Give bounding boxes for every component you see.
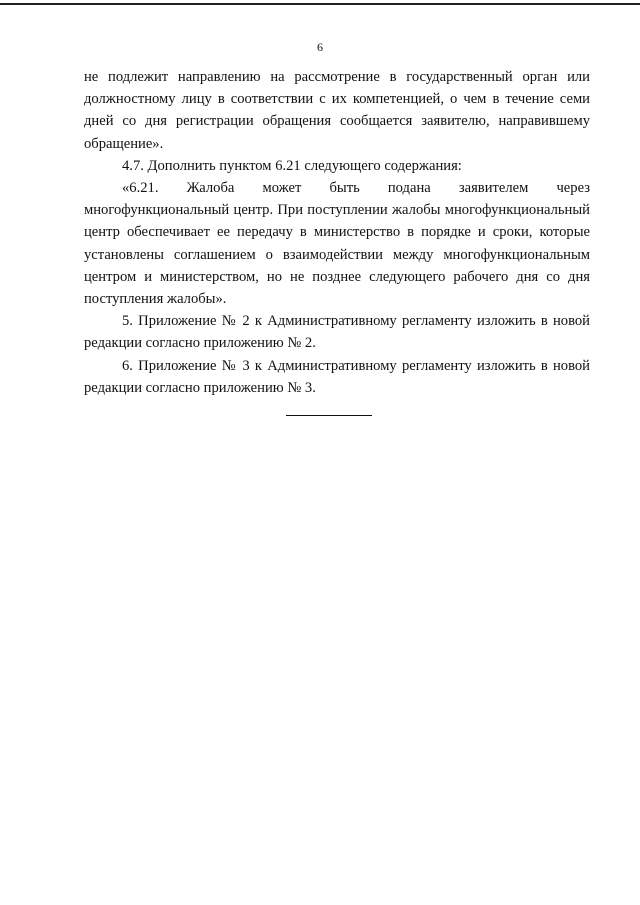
scan-top-edge-line xyxy=(0,3,640,5)
paragraph-item-4-7: 4.7. Дополнить пунктом 6.21 следующего содержания: xyxy=(122,157,462,174)
document-body xyxy=(84,66,590,399)
paragraph-item-6-21: «6.21. Жалоба может быть подана заявителем через многофункциональный центр. При поступлении жалобы многофункциональный центр обеспечивает ее передачу в министерство в порядке и сроки, которые установлены соглашением о взаимодействии между многофункциональным центром и министерством, но не позднее следующего рабочего дня со дня поступления жалобы». xyxy=(84,180,590,308)
end-of-text-divider xyxy=(286,415,372,416)
paragraph-item-5: 5. Приложение № 2 к Административному регламенту изложить в новой редакции согласно приложению № 2. xyxy=(84,313,590,352)
page-number: 6 xyxy=(317,40,323,54)
paragraph-continuation: не подлежит направлению на рассмотрение в государственный орган или должностному лицу в соответствии с их компетенцией, о чем в течение семи дней со дня регистрации обращения сообщается заявителю, направившему обращение». xyxy=(84,69,590,152)
paragraph-item-6: 6. Приложение № 3 к Административному регламенту изложить в новой редакции согласно приложению № 3. xyxy=(84,357,590,396)
